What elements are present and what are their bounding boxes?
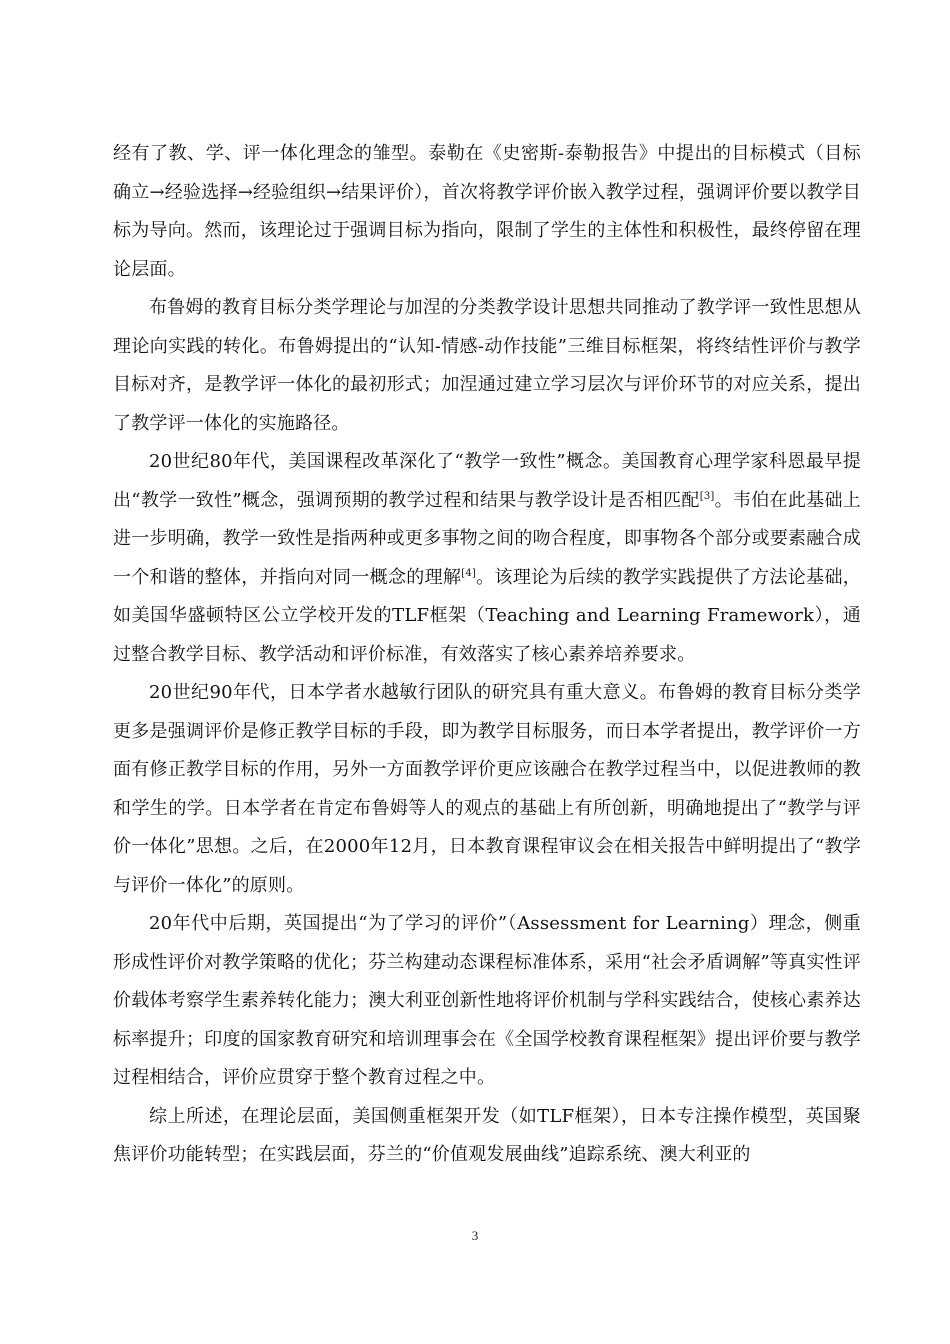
body-text — [113, 135, 861, 1175]
citation-marker: [3] — [699, 490, 715, 502]
paragraph-p2 — [113, 289, 861, 443]
page-number: 3 — [471, 1228, 479, 1243]
paragraph-text: 布鲁姆的教育目标分类学理论与加涅的分类教学设计思想共同推动了教学评一致性思想从理论向实践的转化。布鲁姆提出的“认知-情感-动作技能”三维目标框架，将终结性评价与教学目标对齐，是教学评一体化的最初形式；加涅通过建立学习层次与评价环节的对应关系，提出了教学评一体化的实施路径。 — [113, 297, 861, 434]
paragraph-text: 综上所述，在理论层面，美国侧重框架开发（如TLF框架），日本专注操作模型，英国聚焦评价功能转型；在实践层面，芬兰的“价值观发展曲线”追踪系统、澳大利亚的 — [113, 1105, 861, 1165]
citation-marker: [4] — [461, 567, 477, 579]
paragraph-text: 。该理论为后续的教学实践提供了方法论基础，如美国华盛顿特区公立学校开发的TLF框架（Teaching and Learning Framework），通过整合教学目标、教学活动和评价标准，有效落实了核心素养培养要求。 — [113, 566, 861, 665]
paragraph-text: 经有了教、学、评一体化理念的雏型。泰勒在《史密斯-泰勒报告》中提出的目标模式（目标确立→经验选择→经验组织→结果评价），首次将教学评价嵌入教学过程，强调评价要以教学目标为导向。然而，该理论过于强调目标为指向，限制了学生的主体性和积极性，最终停留在理论层面。 — [113, 143, 861, 280]
paragraph-text: 20世纪80年代，美国课程改革深化了“教学一致性”概念。美国教育心理学家科恩最早提出“教学一致性”概念，强调预期的教学过程和结果与教学设计是否相匹配 — [113, 451, 861, 511]
paragraph-text: 20世纪90年代，日本学者水越敏行团队的研究具有重大意义。布鲁姆的教育目标分类学更多是强调评价是修正教学目标的手段，即为教学目标服务，而日本学者提出，教学评价一方面有修正教学目标的作用，另外一方面教学评价更应该融合在教学过程当中，以促进教师的教和学生的学。日本学者在肯定布鲁姆等人的观点的基础上有所创新，明确地提出了“教学与评价一体化”思想。之后，在2000年12月，日本教育课程审议会在相关报告中鲜明提出了“教学与评价一体化”的原则。 — [113, 682, 861, 896]
paragraph-text: 。韦伯在此基础上进一步明确，教学一致性是指两种或更多事物之间的吻合程度，即事物各个部分或要素融合成一个和谐的整体，并指向对同一概念的理解 — [113, 489, 861, 588]
paragraph-p4 — [113, 674, 861, 905]
paragraph-p5 — [113, 905, 861, 1098]
paragraph-text: 20年代中后期，英国提出“为了学习的评价”（Assessment for Learning）理念，侧重形成性评价对教学策略的优化；芬兰构建动态课程标准体系，采用“社会矛盾调解”等真实性评价载体考察学生素养转化能力；澳大利亚创新性地将评价机制与学科实践结合，使核心素养达标率提升；印度的国家教育研究和培训理事会在《全国学校教育课程框架》提出评价要与教学过程相结合，评价应贯穿于整个教育过程之中。 — [113, 913, 861, 1088]
paragraph-p6 — [113, 1098, 861, 1175]
paragraph-p3 — [113, 443, 861, 674]
paragraph-p1 — [113, 135, 861, 289]
